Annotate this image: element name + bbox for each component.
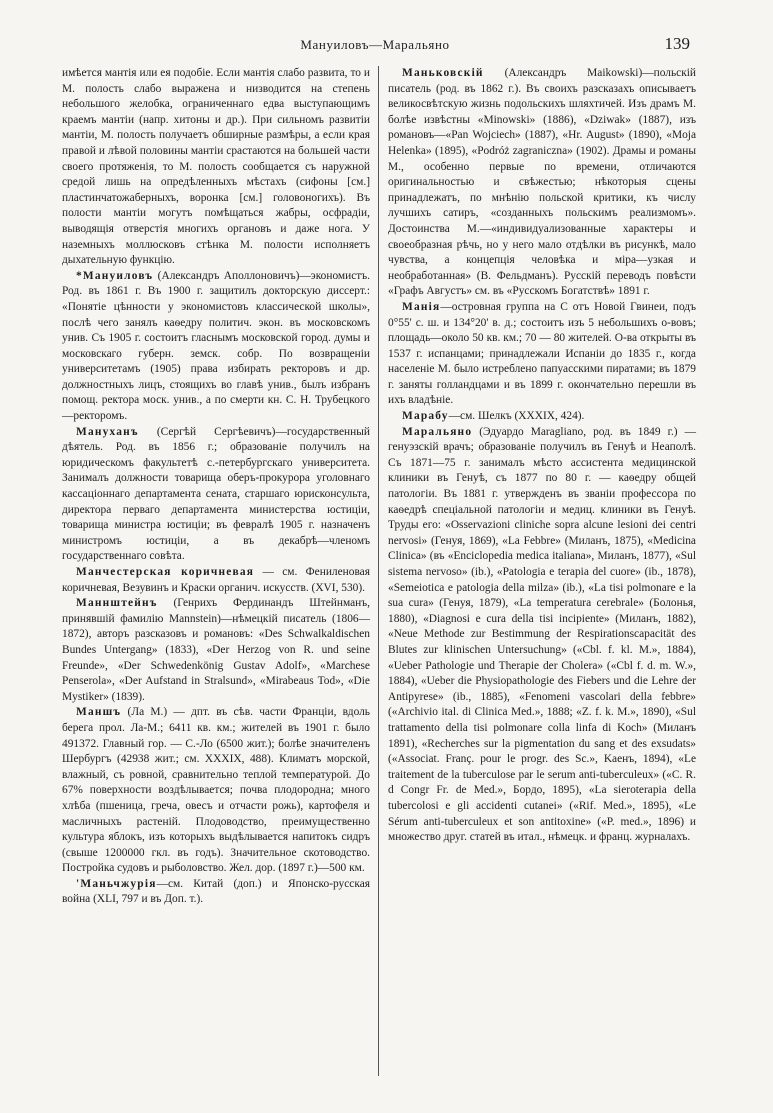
column-divider <box>378 66 379 1076</box>
article-entry <box>388 66 696 300</box>
entry-text: (Александръ Аполлоновичъ)—экономистъ. Род. въ 1861 г. Въ 1900 г. защитилъ докторскую диссерт.: «Понятіе цѣнности у экономистовъ классической школы», послѣ чего занялъ каѳедру политич. экон. въ московскомъ унив. Съ 1905 г. состоитъ гласнымъ московской город. думы и московскаго губерн. земск. собр. По возвращеніи университетамъ (1905) права избирать ректоровъ и др. должностныхъ лицъ, стоящихъ во главѣ унив., былъ избранъ помощ. ректора моск. унив., а по смерти кн. С. Н. Трубецкого—ректоромъ. <box>62 269 370 423</box>
entry-headword: Мануханъ <box>76 425 139 438</box>
entry-headword: Маральяно <box>402 425 473 438</box>
entry-headword: *Мануиловъ <box>76 269 154 282</box>
entry-text: (Александръ Maikowski)—польскій писатель (род. въ 1862 г.). Въ своихъ разсказахъ описываетъ великосвѣтскую жизнь подольскихъ шляхтичей. Изъ драмъ М. болѣе извѣстны «Minowski» (1886), «Dziwak» (1887), изъ романовъ—«Pan Wojciech» (1887), «Hr. August» (1890), «Moja Helenka» (1895), «Podróż zagraniczna» (1902). Драмы и романы М., особенно первые по времени, отличаются оригинальностью и свѣжестью; нѣкоторыя сцены принадлежатъ, по мнѣнію польской критики, къ числу лучшихъ сатиръ, «созданныхъ польскимъ реализмомъ». Достоинства М.—«индивидуализованные характеры и своеобразная рѣчь, но у него мало отдѣлки въ рисункѣ, мало чувства, а концепція человѣка и міра—узкая и необработанная» (В. Фельдманъ). Русскій переводъ повѣсти «Графъ Августъ» см. въ «Русскомъ Богатствѣ» 1891 г. <box>388 67 696 298</box>
entry-headword: Маньковскій <box>402 67 484 79</box>
entry-text: —см. Китай (доп.) и Японско-русская война (XLI, 797 и въ Доп. т.). <box>62 877 370 906</box>
entry-headword: Маншъ <box>76 706 122 719</box>
entry-headword: Маннштейнъ <box>76 597 158 610</box>
entry-text: (Генрихъ Фердинандъ Штейнманъ, принявшій фамилію Mannstein)—нѣмецкій писатель (1806—1872), авторъ разсказовъ и романовъ: «Des Schwalkaldischen Bundes Untergang» (1833), «Der Herzog von R. und seine Freunde», «Der Schwedenkönig Gustav Adolf», «Marchese Penserola», «Der Aufstand in Stralsund», «Mirabeaus Tod», «Die Mystiker» (1839). <box>62 597 370 703</box>
entry-text: — см. Фениленовая коричневая, Везувинъ и Краски органич. искусств. (XVI, 530). <box>62 566 370 594</box>
article-entry <box>388 409 696 425</box>
entry-headword: Марабу <box>402 410 449 423</box>
entry-text: —островная группа на С отъ Новой Гвинеи, подъ 0°55' с. ш. и 134°20' в. д.; состоитъ изъ 5 небольшихъ о-вовъ; площадь—около 50 кв. км.; 70 — 80 жителей. О-ва открыты въ 1537 г. испанцами; принадлежали Испаніи до 1835 г., когда населеніе М. было истреблено папуасскими пиратами; въ 1879 г. заняты голландцами и въ 1899 г. окончательно перешли въ ихъ владѣніе. <box>388 300 696 407</box>
running-title: Мануиловъ—Маральяно <box>300 37 450 52</box>
entry-headword: Манчестерская коричневая <box>76 566 255 578</box>
left-column <box>62 66 370 908</box>
entry-text: (Ла М.) — дпт. въ сѣв. части Франціи, вдоль берега прол. Ла-М.; 6411 кв. км.; жителей въ 1901 г. было 491372. Главный гор. — С.-Ло (6500 жит.); болѣе значителенъ Шербургъ (42938 жит.; см. XXXIX, 488). Климатъ морской, влажный, съ ровной, сравнительно теплой температурой. До 67% поверхности воздѣлывается; почва плодородна; много хлѣба (пшеница, греча, овесъ и отчасти рожь), картофеля и масличныхъ растеній. Плодоводство, преимущественно культура яблокъ, изъ которыхъ выдѣлывается напитокъ сидръ (свыше 1200000 гкл. въ годъ). Значительное скотоводство. Постройка судовъ и рыболовство. Жел. дор. (1897 г.)—500 км. <box>62 706 370 875</box>
entry-text: (Эдуардо Maragliano, род. въ 1849 г.) — генуэзскій врачъ; образованіе получилъ въ Генуѣ и Неаполѣ. Съ 1871—75 г. занималъ мѣсто ассистента медицинской клиники въ Генуѣ, съ 1877 по 80 г. — каѳедру общей патологіи. Въ 1881 г. утвержденъ въ званіи профессора по каѳедрѣ спеціальной патологіи и медиц. клиники въ Генуѣ. Труды его: «Osservazioni cliniche sopra alcune lesioni dei centri nervosi» (Генуя, 1869), «La Febbre» (Миланъ, 1875), «Medicina Clinica» (въ «Enciclopedia medica italiana», Миланъ, 1877), «Sul sistema nervoso» (ib.), «Patologia e terapia del cuore» (ib., 1878), «Semeiotica e patologia della milza» (ib.), «La tisi polmonare e la sua cura» (Генуя, 1879), «La temperatura cerebrale» (Болонья, 1880), «Diagnosi e cura della tisi incipiente» (Миланъ, 1882), «Neue Methode zur Bestimmung der Respirationscapacität des Blutes zur klinischen Untersuchung» («Cbl. f. kl. M.», 1884), «Ueber Pathologie und Therapie der Cholera» («Cbl f. d. m. W.», 1884), «Ueber die Physiopathologie des Fiebers und die Lehre der Antipyrese» (ib., 1885), «Fenomeni vascolari della febbre» («Archivio ital. di Clinica Med.», 1888; «Z. f. k. M.», 1890), «Sul trattamento della tisi polmonare colla linfa di Koch» (Миланъ 1891), «Recherches sur la pigmentation du sang et des exsudats» («Associat. Franç. pour le progr. des Sc.», Kaeнъ, 1894), «Le traitement de la tuberculose par le serum anti-tuberculeux» («C. R. d Congr Fr. de Med.», Бордо, 1895), «La sieroterapia della tubercolosi e gli accidenti cutanei» («Rif. Med.», 1895), «Le Sérum anti-tuberculeux et son antitoxine» («P. med.», 1896) и множество друг. статей въ итал., нѣмецк. и франц. журналахъ. <box>388 425 696 844</box>
entry-headword: 'Маньчжурія <box>76 877 157 890</box>
article-entry <box>62 705 370 877</box>
entry-headword: Манія <box>402 300 441 313</box>
entry-text: (Сергѣй Сергѣевичъ)—государственный дѣятель. Род. въ 1856 г.; образованіе получилъ на юридическомъ факультетѣ с.-петербургскаго университета. Занималъ должности товарища оберъ-прокурора уголовнаго кассаціоннаго департамента сената, старшаго юрисконсульта, директора перваго департамента министерства юстиціи, товарища министра юстиціи; въ февралѣ 1905 г. назначенъ министромъ юстиціи, а въ декабрѣ—членомъ государственнаго совѣта. <box>62 425 370 563</box>
right-column <box>388 66 696 846</box>
entry-text: имѣется мантія или ея подобіе. Если мантія слабо развита, то и М. полость слабо выражена и низводится на степень небольшого желобка, ограниченнаго едва выступающимъ краемъ мантіи (напр. хитоны и др.). При сильномъ развитіи мантіи, М. полость получаетъ обширные размѣры, а если края правой и лѣвой половины мантіи срастаются на большей части своего протяженія, то М. полость сообщается съ наружной средой лишь на опредѣленныхъ мѣстахъ (сифоны [см.] пластинчатожаберныхъ, воронка [см.] головоногихъ). Въ полости мантіи могутъ помѣщаться жабры, осфрадіи, выводящія отверстія многихъ органовъ и даже нога. У наземныхъ моллюсковъ стѣнка М. полости исполняетъ дыхательную функцію. <box>62 67 370 267</box>
page-header <box>60 34 690 56</box>
entry-text: —см. Шелкъ (XXXIX, 424). <box>448 410 585 423</box>
article-entry <box>388 425 696 846</box>
article-entry <box>62 596 370 705</box>
article-entry <box>62 565 370 596</box>
article-entry <box>388 300 696 409</box>
article-entry <box>62 877 370 908</box>
article-entry <box>62 66 370 269</box>
page-number: 139 <box>664 34 690 53</box>
article-entry <box>62 269 370 425</box>
article-entry <box>62 425 370 565</box>
